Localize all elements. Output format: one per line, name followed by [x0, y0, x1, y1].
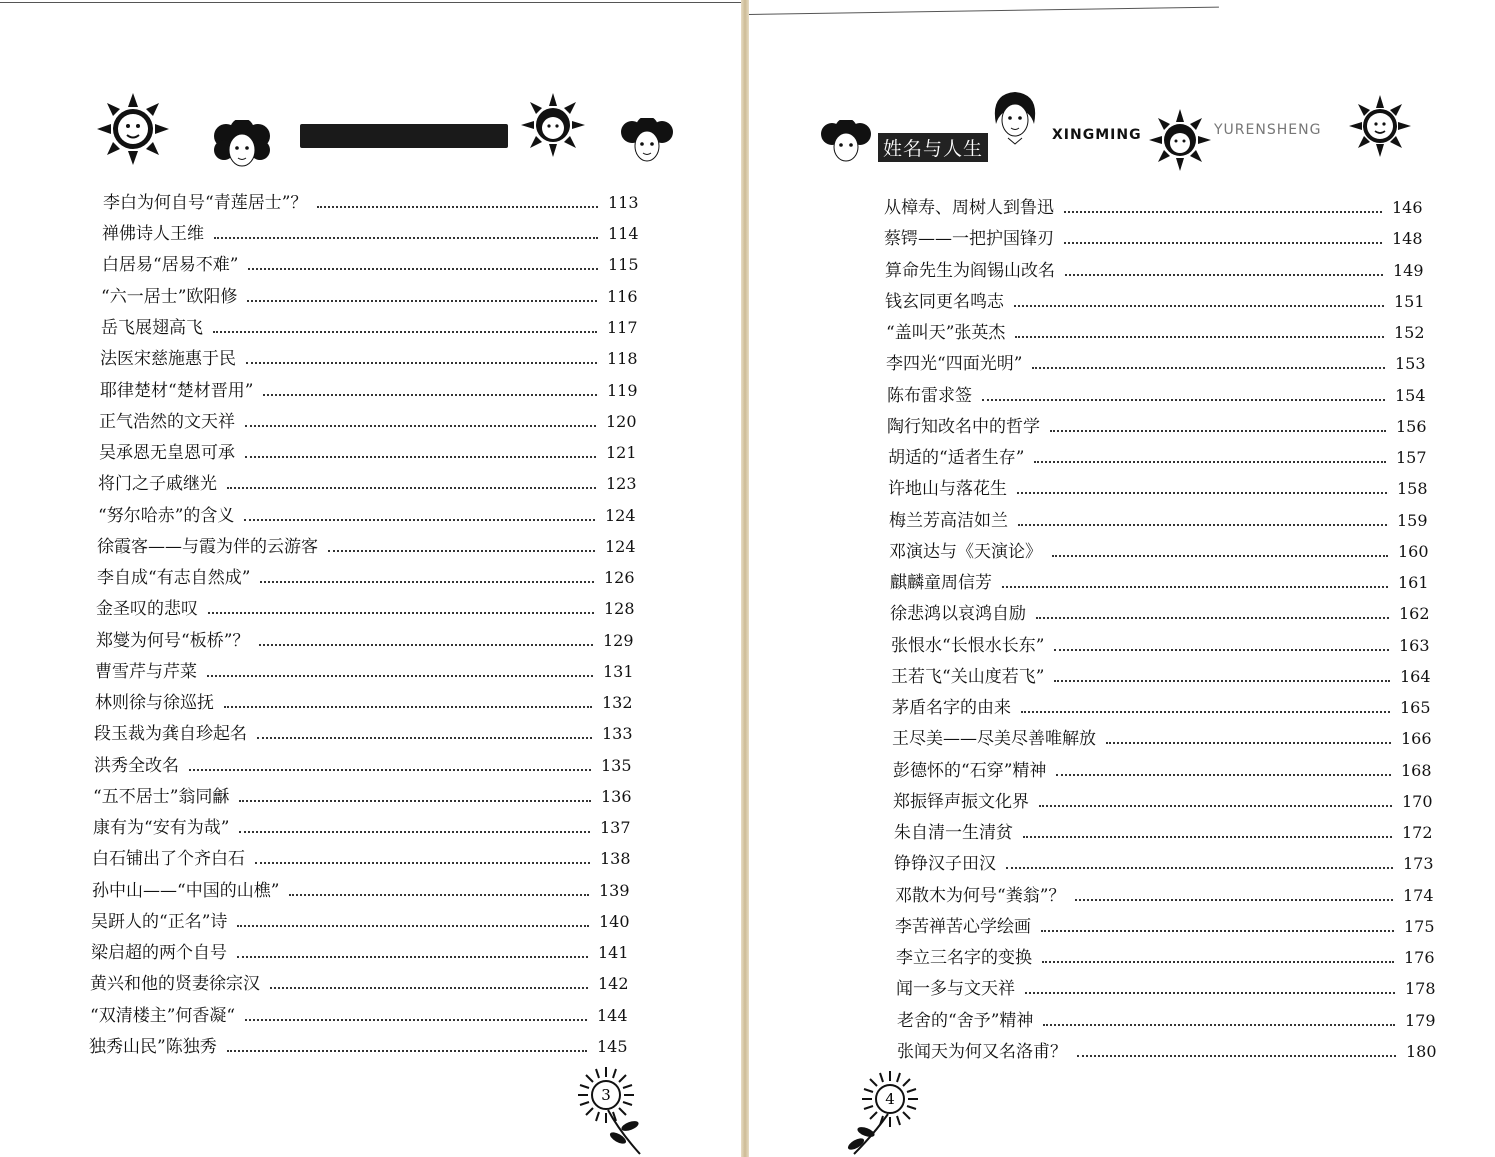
toc-entry[interactable] — [896, 943, 1434, 969]
toc-entry-title: 朱自清一生清贫 — [894, 823, 1013, 843]
toc-leader — [328, 550, 595, 552]
toc-entry[interactable] — [894, 849, 1433, 875]
toc-entry[interactable] — [102, 219, 638, 245]
toc-leader — [213, 331, 597, 333]
title-pinyin-xingming: XINGMING — [1052, 127, 1142, 143]
toc-entry[interactable] — [101, 282, 637, 308]
toc-entry-title: 邓散木为何号“粪翁”？ — [895, 886, 1066, 906]
toc-entry-page: 164 — [1400, 667, 1431, 686]
toc-leader — [260, 581, 594, 583]
toc-entry-title: 陈布雷求签 — [887, 386, 972, 406]
toc-entry[interactable] — [886, 349, 1425, 375]
toc-entry-page: 146 — [1392, 198, 1423, 217]
toc-entry-page: 116 — [607, 287, 638, 306]
toc-leader — [263, 394, 597, 396]
toc-entry-title: 段玉裁为龚自珍起名 — [94, 724, 247, 744]
toc-entry[interactable] — [885, 256, 1423, 282]
toc-entry-page: 128 — [604, 599, 635, 618]
toc-entry[interactable] — [93, 782, 631, 808]
toc-entry[interactable] — [95, 688, 632, 714]
toc-leader — [1054, 649, 1389, 651]
toc-leader — [189, 769, 591, 771]
toc-entry-title: 老舍的“舍予”精神 — [897, 1011, 1034, 1031]
toc-entry-page: 139 — [599, 881, 630, 900]
toc-entry[interactable] — [100, 376, 637, 402]
toc-leader — [1052, 555, 1388, 557]
toc-leader — [248, 268, 598, 270]
toc-entry[interactable] — [93, 813, 630, 839]
toc-leader — [207, 675, 593, 677]
girl-face-icon-4 — [990, 90, 1040, 146]
toc-entry-page: 154 — [1395, 386, 1426, 405]
toc-entry[interactable] — [89, 1032, 627, 1058]
toc-entry-page: 176 — [1404, 948, 1435, 967]
toc-entry[interactable] — [90, 969, 628, 995]
toc-leader — [227, 1050, 587, 1052]
toc-entry-page: 140 — [599, 912, 630, 931]
toc-entry-page: 137 — [600, 818, 631, 837]
toc-entry[interactable] — [98, 469, 636, 495]
toc-entry-title: 郑振铎声振文化界 — [893, 792, 1029, 812]
toc-entry-title: 白石铺出了个齐白石 — [92, 849, 245, 869]
toc-entry-title: 林则徐与徐巡抚 — [95, 693, 214, 713]
toc-entry-page: 132 — [602, 693, 633, 712]
toc-entry-title: “盖叫天”张英杰 — [886, 323, 1006, 343]
toc-entry[interactable] — [92, 844, 630, 870]
toc-entry[interactable] — [897, 1006, 1435, 1032]
toc-entry-title: 郑燮为何号“板桥”？ — [96, 631, 250, 651]
toc-leader — [1042, 961, 1394, 963]
toc-entry-page: 148 — [1392, 229, 1423, 248]
toc-entry[interactable] — [92, 876, 629, 902]
toc-entry-page: 149 — [1393, 261, 1424, 280]
toc-entry-title: 康有为“安有为哉” — [93, 818, 230, 838]
toc-entry-page: 119 — [607, 381, 638, 400]
toc-entry[interactable] — [887, 412, 1426, 438]
toc-entry-page: 158 — [1397, 479, 1428, 498]
toc-entry-page: 142 — [598, 974, 629, 993]
toc-entry-page: 166 — [1401, 729, 1432, 748]
toc-entry[interactable] — [99, 407, 636, 433]
toc-entry-page: 138 — [600, 849, 631, 868]
toc-entry[interactable] — [895, 912, 1434, 938]
toc-leader — [1025, 992, 1395, 994]
toc-leader — [1018, 524, 1387, 526]
toc-leader — [1036, 617, 1389, 619]
toc-entry-title: “双清楼主”何香凝“ — [90, 1006, 236, 1026]
toc-entry-page: 141 — [598, 943, 629, 962]
toc-entry[interactable] — [889, 506, 1427, 532]
toc-entry-title: 铮铮汉子田汉 — [894, 854, 996, 874]
toc-entry-page: 179 — [1405, 1011, 1436, 1030]
toc-entry[interactable] — [94, 751, 631, 777]
toc-entry[interactable] — [99, 438, 636, 464]
toc-leader — [1006, 867, 1393, 869]
toc-leader — [259, 644, 593, 646]
page-number: 3 — [601, 1086, 611, 1104]
toc-entry[interactable] — [896, 974, 1435, 1000]
toc-entry[interactable] — [91, 938, 628, 964]
toc-entry-page: 174 — [1403, 886, 1434, 905]
toc-entry[interactable] — [891, 631, 1429, 657]
toc-leader — [317, 206, 598, 208]
page-number: 4 — [885, 1090, 895, 1108]
toc-entry-page: 145 — [597, 1037, 628, 1056]
toc-leader — [237, 925, 589, 927]
toc-entry[interactable] — [90, 1001, 627, 1027]
toc-entry-page: 170 — [1402, 792, 1433, 811]
toc-entry-title: 李立三名字的变换 — [896, 948, 1032, 968]
toc-entry-title: 李四光“四面光明” — [886, 354, 1023, 374]
toc-entry-page: 135 — [601, 756, 632, 775]
toc-entry-page: 173 — [1403, 854, 1434, 873]
toc-leader — [1023, 836, 1392, 838]
toc-entry-page: 160 — [1398, 542, 1429, 561]
toc-leader — [1065, 274, 1383, 276]
toc-leader — [1056, 774, 1391, 776]
toc-entry[interactable] — [888, 443, 1426, 469]
toc-leader — [257, 737, 592, 739]
toc-leader — [1106, 742, 1391, 744]
sun-face-icon-4 — [1348, 94, 1412, 158]
toc-entry[interactable] — [889, 537, 1428, 563]
toc-entry-page: 151 — [1394, 292, 1425, 311]
girl-face-icon-3 — [818, 120, 874, 168]
toc-entry[interactable] — [98, 501, 635, 527]
toc-leader — [245, 456, 596, 458]
toc-entry-title: 徐霞客——与霞为伴的云游客 — [97, 537, 318, 557]
toc-entry-title: 邓演达与《天演论》 — [889, 542, 1042, 562]
toc-entry-title: 岳飞展翅高飞 — [101, 318, 203, 338]
toc-entry[interactable] — [101, 313, 637, 339]
toc-entry-page: 126 — [604, 568, 635, 587]
toc-entry-title: 曹雪芹与芹菜 — [95, 662, 197, 682]
toc-leader — [1014, 305, 1384, 307]
toc-entry[interactable] — [893, 787, 1432, 813]
toc-entry-page: 113 — [608, 193, 639, 212]
toc-entry-page: 136 — [601, 787, 632, 806]
toc-entry-page: 123 — [606, 474, 637, 493]
toc-entry-page: 118 — [607, 349, 638, 368]
toc-entry[interactable] — [886, 318, 1424, 344]
toc-entry-title: 白居易“居易不难” — [102, 255, 239, 275]
toc-entry[interactable] — [97, 563, 634, 589]
book-title: 姓名与人生 — [878, 133, 988, 162]
toc-entry-title: 李自成“有志自然成” — [97, 568, 251, 588]
toc-entry-title: 孙中山——“中国的山樵” — [92, 881, 280, 901]
toc-leader — [1032, 367, 1385, 369]
toc-entry-title: 李白为何自号“青莲居士”？ — [103, 193, 308, 213]
toc-leader — [1015, 336, 1384, 338]
toc-entry-page: 172 — [1402, 823, 1433, 842]
toc-entry-page: 115 — [608, 255, 639, 274]
toc-entry-page: 144 — [597, 1006, 628, 1025]
toc-entry-page: 131 — [603, 662, 634, 681]
toc-entry[interactable] — [95, 657, 633, 683]
toc-leader — [270, 987, 588, 989]
toc-entry[interactable] — [103, 188, 638, 214]
toc-entry-title: “六一居士”欧阳修 — [101, 287, 238, 307]
toc-entry-page: 165 — [1400, 698, 1431, 717]
toc-entry[interactable] — [891, 662, 1430, 688]
toc-entry-page: 162 — [1399, 604, 1430, 623]
toc-leader — [1054, 680, 1390, 682]
toc-leader — [1017, 492, 1387, 494]
toc-leader — [214, 237, 598, 239]
toc-entry[interactable] — [884, 193, 1422, 219]
toc-entry-page: 168 — [1401, 761, 1432, 780]
toc-entry-page: 175 — [1404, 917, 1435, 936]
toc-entry[interactable] — [895, 881, 1433, 907]
toc-leader — [237, 956, 588, 958]
toc-entry-page: 159 — [1397, 511, 1428, 530]
toc-leader — [1077, 1055, 1396, 1057]
toc-leader — [239, 800, 591, 802]
toc-entry[interactable] — [96, 626, 633, 652]
right-header — [0, 0, 1495, 180]
toc-entry-title: 胡适的“适者生存” — [888, 448, 1025, 468]
toc-leader — [982, 399, 1385, 401]
toc-entry[interactable] — [885, 287, 1424, 313]
toc-entry-title: 张恨水“长恨水长东” — [891, 636, 1045, 656]
toc-entry[interactable] — [94, 719, 632, 745]
toc-entry[interactable] — [884, 224, 1422, 250]
toc-entry-title: 茅盾名字的由来 — [892, 698, 1011, 718]
toc-entry-title: 金圣叹的悲叹 — [96, 599, 198, 619]
toc-entry-page: 114 — [608, 224, 639, 243]
toc-leader — [239, 831, 590, 833]
toc-leader — [227, 487, 596, 489]
toc-leader — [245, 1019, 587, 1021]
title-pinyin-yurensheng: YURENSHENG — [1214, 122, 1322, 138]
toc-leader — [224, 706, 592, 708]
toc-leader — [1043, 1024, 1395, 1026]
toc-leader — [1034, 461, 1386, 463]
toc-entry[interactable] — [897, 1037, 1436, 1063]
toc-entry[interactable] — [890, 568, 1428, 594]
toc-entry-title: 许地山与落花生 — [888, 479, 1007, 499]
toc-entry[interactable] — [892, 693, 1430, 719]
toc-entry-title: 陶行知改名中的哲学 — [887, 417, 1040, 437]
toc-entry-title: 麒麟童周信芳 — [890, 573, 992, 593]
toc-entry[interactable] — [97, 532, 635, 558]
toc-entry-page: 121 — [606, 443, 637, 462]
toc-entry[interactable] — [887, 381, 1425, 407]
toc-entry-page: 161 — [1398, 573, 1429, 592]
toc-entry-title: 吴趼人的“正名”诗 — [91, 912, 228, 932]
toc-entry[interactable] — [892, 724, 1431, 750]
toc-entry-page: 153 — [1395, 354, 1426, 373]
toc-leader — [1050, 430, 1386, 432]
toc-entry[interactable] — [890, 599, 1429, 625]
toc-entry-title: 徐悲鸿以哀鸿自励 — [890, 604, 1026, 624]
toc-entry-page: 163 — [1399, 636, 1430, 655]
toc-entry-title: 法医宋慈施惠于民 — [100, 349, 236, 369]
toc-leader — [1075, 899, 1393, 901]
toc-entry-title: 从樟寿、周树人到鲁迅 — [884, 198, 1054, 218]
toc-entry-page: 129 — [603, 631, 634, 650]
toc-entry-title: 将门之子戚继光 — [98, 474, 217, 494]
toc-leader — [208, 612, 594, 614]
page-number-flower-icon — [568, 1064, 658, 1157]
toc-entry[interactable] — [91, 907, 629, 933]
toc-entry-page: 180 — [1406, 1042, 1437, 1061]
toc-entry[interactable] — [102, 250, 638, 276]
toc-entry-page: 156 — [1396, 417, 1427, 436]
toc-entry-page: 120 — [606, 412, 637, 431]
toc-entry-title: 王若飞“关山度若飞” — [891, 667, 1045, 687]
toc-leader — [1021, 711, 1390, 713]
toc-entry-page: 152 — [1394, 323, 1425, 342]
toc-entry-title: 张闻天为何又名洛甫？ — [897, 1042, 1067, 1062]
toc-leader — [255, 862, 590, 864]
toc-entry-page: 124 — [605, 537, 636, 556]
toc-leader — [247, 300, 597, 302]
toc-entry-title: 王尽美——尽美尽善唯解放 — [892, 729, 1096, 749]
toc-entry-page: 157 — [1396, 448, 1427, 467]
toc-entry-page: 117 — [607, 318, 638, 337]
sun-face-icon-3 — [1148, 108, 1212, 172]
toc-entry-title: 蔡锷——一把护国锋刃 — [884, 229, 1054, 249]
toc-leader — [1064, 211, 1382, 213]
toc-leader — [244, 519, 595, 521]
toc-entry-title: “五不居士”翁同龢 — [93, 787, 230, 807]
toc-entry[interactable] — [888, 474, 1427, 500]
toc-leader — [246, 362, 597, 364]
toc-entry[interactable] — [100, 344, 637, 370]
toc-entry-title: 吴承恩无皇恩可承 — [99, 443, 235, 463]
toc-leader — [1041, 930, 1394, 932]
toc-entry-title: 禅佛诗人王维 — [102, 224, 204, 244]
toc-entry-title: 正气浩然的文天祥 — [99, 412, 235, 432]
page-number-flower-icon-right — [842, 1068, 932, 1157]
toc-entry[interactable] — [893, 756, 1431, 782]
toc-entry-title: 闻一多与文天祥 — [896, 979, 1015, 999]
toc-leader — [245, 425, 596, 427]
toc-leader — [1039, 805, 1392, 807]
toc-entry-title: 耶律楚材“楚材晋用” — [100, 381, 254, 401]
toc-entry-title: 梅兰芳高洁如兰 — [889, 511, 1008, 531]
toc-entry-page: 178 — [1405, 979, 1436, 998]
toc-entry-page: 124 — [605, 506, 636, 525]
toc-entry-title: 独秀山民”陈独秀 — [89, 1037, 217, 1057]
toc-leader — [1064, 242, 1382, 244]
toc-entry-title: 黄兴和他的贤妻徐宗汉 — [90, 974, 260, 994]
toc-entry-title: 钱玄同更名鸣志 — [885, 292, 1004, 312]
toc-entry-title: 彭德怀的“石穿”精神 — [893, 761, 1047, 781]
toc-leader — [289, 894, 589, 896]
toc-entry-title: “努尔哈赤”的含义 — [98, 506, 235, 526]
toc-entry[interactable] — [96, 594, 634, 620]
toc-entry-title: 洪秀全改名 — [94, 756, 179, 776]
toc-entry-page: 133 — [602, 724, 633, 743]
toc-entry-title: 梁启超的两个自号 — [91, 943, 227, 963]
toc-entry[interactable] — [894, 818, 1432, 844]
toc-entry-title: 李苦禅苦心学绘画 — [895, 917, 1031, 937]
toc-entry-title: 算命先生为阎锡山改名 — [885, 261, 1055, 281]
toc-leader — [1002, 586, 1388, 588]
